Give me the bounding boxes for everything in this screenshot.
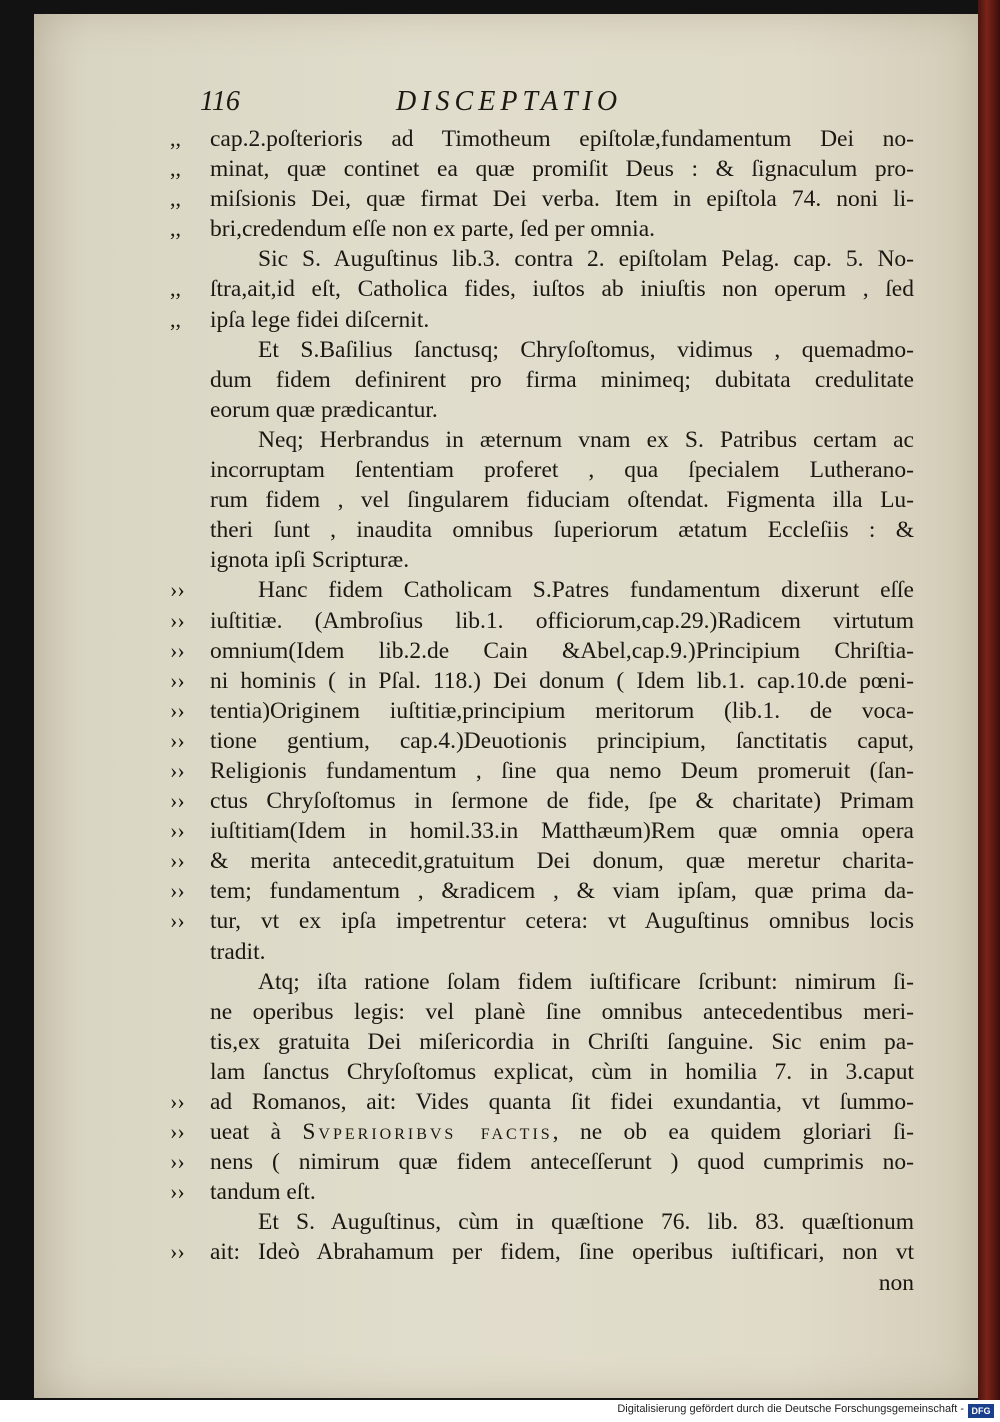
quotation-marker: ›› xyxy=(170,908,185,934)
page-header xyxy=(200,86,920,122)
quotation-marker: ›› xyxy=(170,577,185,603)
quotation-marker: ,, xyxy=(170,306,181,332)
text-line xyxy=(170,967,920,997)
text-line xyxy=(170,1207,920,1237)
line-text: & merita antecedit,gratuitum Dei donum, quæ meretur charita- xyxy=(210,848,914,875)
text-line xyxy=(170,305,920,335)
line-text: lam ſanctus Chryſoſtomus explicat, cùm in homilia 7. in 3.caput xyxy=(210,1058,914,1085)
quotation-marker: ›› xyxy=(170,607,185,633)
line-text: Sic S. Auguſtinus lib.3. contra 2. epiſtolam Pelag. cap. 5. No- xyxy=(258,246,914,273)
line-text: tione gentium, cap.4.)Deuotionis principium, ſanctitatis caput, xyxy=(210,727,914,754)
text-line xyxy=(170,575,920,605)
text-line xyxy=(170,335,920,365)
text-line xyxy=(170,846,920,876)
line-text: non xyxy=(878,1269,914,1296)
text-line xyxy=(170,756,920,786)
quotation-marker: ›› xyxy=(170,1089,185,1114)
line-text: tur, vt ex ipſa impetrentur cetera: vt Auguſtinus omnibus locis xyxy=(210,908,914,935)
line-text: iuſtitiæ. (Ambroſius lib.1. officiorum,cap.29.)Radicem virtutum xyxy=(210,607,914,634)
quotation-marker: ›› xyxy=(170,667,185,693)
text-line xyxy=(170,1268,920,1298)
line-text: tandum eſt. xyxy=(210,1179,316,1206)
text-line xyxy=(170,816,920,846)
line-text: cap.2.poſterioris ad Timotheum epiſtolæ,fundamentum Dei no- xyxy=(210,126,914,152)
running-title: DISCEPTATIO xyxy=(396,86,623,117)
text-line xyxy=(170,1027,920,1057)
page-number: 116 xyxy=(200,86,240,117)
line-text: omnium(Idem lib.2.de Cain &Abel,cap.9.)Principium Chriſtia- xyxy=(210,637,914,664)
line-text: Hanc fidem Catholicam S.Patres fundamentum dixerunt eſſe xyxy=(258,577,914,604)
small-caps-text: Svperioribvs factis xyxy=(302,1119,553,1146)
text-line xyxy=(170,545,920,575)
quotation-marker: ›› xyxy=(170,1179,185,1205)
dfg-logo: DFG xyxy=(968,1404,994,1418)
quotation-marker: ,, xyxy=(170,156,181,182)
line-text: nens ( nimirum quæ fidem anteceſſerunt ) quod cumprimis no- xyxy=(210,1149,914,1176)
line-text: ad Romanos, ait: Vides quanta ſit fidei exundantia, vt ſummo- xyxy=(210,1089,914,1115)
text-line xyxy=(170,395,920,425)
text-line xyxy=(170,184,920,214)
line-text: Neq; Herbrandus in æternum vnam ex S. Patribus certam ac xyxy=(258,426,914,453)
line-text-part: , ne ob ea quidem gloriari ſi- xyxy=(552,1119,914,1146)
text-line xyxy=(170,1237,920,1267)
quotation-marker: ›› xyxy=(170,637,185,663)
text-line xyxy=(170,124,920,154)
line-text: theri ſunt , inaudita omnibus ſuperiorum ætatum Eccleſiis : & xyxy=(210,517,914,544)
line-text: dum fidem definirent pro firma minimeq; dubitata credulitate xyxy=(210,366,914,393)
line-text: Et S. Auguſtinus, cùm in quæſtione 76. lib. 83. quæſtionum xyxy=(258,1209,914,1236)
text-line xyxy=(170,485,920,515)
text-line xyxy=(170,1147,920,1177)
quotation-marker: ›› xyxy=(170,757,185,783)
line-text: ipſa lege fidei diſcernit. xyxy=(210,306,430,333)
text-line xyxy=(170,214,920,244)
quotation-marker: ›› xyxy=(170,1149,185,1175)
line-text: ctus Chryſoſtomus in ſermone de fide, ſpe & charitate) Primam xyxy=(210,788,914,815)
line-text xyxy=(210,1117,914,1147)
quotation-marker: ›› xyxy=(170,1119,185,1145)
text-line xyxy=(170,1117,920,1147)
text-line xyxy=(170,876,920,906)
text-line xyxy=(170,1087,920,1117)
line-text-part: ueat à xyxy=(210,1119,303,1146)
line-text: tradit. xyxy=(210,938,266,965)
text-line xyxy=(170,455,920,485)
text-line xyxy=(170,636,920,666)
text-line xyxy=(170,365,920,395)
text-line xyxy=(170,274,920,304)
book-edge xyxy=(978,0,1000,1400)
footer-bar xyxy=(0,1400,1000,1422)
quotation-marker: ,, xyxy=(170,216,181,242)
quotation-marker: ›› xyxy=(170,848,185,874)
text-line xyxy=(170,997,920,1027)
line-text: miſsionis Dei, quæ firmat Dei verba. Item in epiſtola 74. noni li- xyxy=(210,186,914,213)
body-text xyxy=(170,124,920,1298)
line-text: iuſtitiam(Idem in homil.33.in Matthæum)Rem quæ omnia opera xyxy=(210,818,914,845)
line-text: incorruptam ſententiam proferet , qua ſpecialem Lutherano- xyxy=(210,457,914,484)
line-text: ne operibus legis: vel planè ſine omnibus antecedentibus meri- xyxy=(210,998,914,1025)
line-text: tem; fundamentum , &radicem , & viam ipſam, quæ prima da- xyxy=(210,878,914,905)
quotation-marker: ,, xyxy=(170,126,181,151)
text-line xyxy=(170,154,920,184)
text-line xyxy=(170,425,920,455)
line-text: ignota ipſi Scripturæ. xyxy=(210,547,410,574)
quotation-marker: ›› xyxy=(170,878,185,904)
text-line xyxy=(170,515,920,545)
quotation-marker: ›› xyxy=(170,1239,185,1265)
text-line xyxy=(170,1057,920,1087)
quotation-marker: ›› xyxy=(170,788,185,814)
line-text: Atq; iſta ratione ſolam fidem iuſtificare ſcribunt: nimirum ſi- xyxy=(258,968,914,995)
line-text: tentia)Originem iuſtitiæ,principium meritorum (lib.1. de voca- xyxy=(210,697,914,724)
line-text: bri,credendum eſſe non ex parte, ſed per omnia. xyxy=(210,216,656,243)
line-text: rum fidem , vel ſingularem fiduciam oſtendat. Figmenta illa Lu- xyxy=(210,487,914,514)
line-text: Et S.Baſilius ſanctusq; Chryſoſtomus, vidimus , quemadmo- xyxy=(258,336,914,363)
text-line xyxy=(170,937,920,967)
line-text: minat, quæ continet ea quæ promiſit Deus : & ſignaculum pro- xyxy=(210,156,914,183)
line-text: eorum quæ prædicantur. xyxy=(210,396,438,423)
line-text: ni hominis ( in Pſal. 118.) Dei donum ( Idem lib.1. cap.10.de pœni- xyxy=(210,667,914,694)
text-line xyxy=(170,1177,920,1207)
line-text: ait: Ideò Abrahamum per fidem, ſine operibus iuſtificari, non vt xyxy=(210,1239,914,1266)
quotation-marker: ›› xyxy=(170,727,185,753)
quotation-marker: ›› xyxy=(170,697,185,723)
line-text: tis,ex gratuita Dei miſericordia in Chriſti ſanguine. Sic enim pa- xyxy=(210,1028,914,1055)
line-text: Religionis fundamentum , ſine qua nemo Deum promeruit (ſan- xyxy=(210,757,914,784)
line-text: ſtra,ait,id eſt, Catholica fides, iuſtos ab iniuſtis non operum , ſed xyxy=(210,276,914,303)
quotation-marker: ,, xyxy=(170,186,181,212)
text-line xyxy=(170,726,920,756)
funding-notice: Digitalisierung gefördert durch die Deutsche Forschungsgemeinschaft - xyxy=(617,1403,964,1415)
quotation-marker: ,, xyxy=(170,276,181,302)
text-line xyxy=(170,696,920,726)
text-line xyxy=(170,606,920,636)
text-line xyxy=(170,786,920,816)
text-line xyxy=(170,244,920,274)
text-line xyxy=(170,906,920,936)
text-line xyxy=(170,666,920,696)
quotation-marker: ›› xyxy=(170,818,185,844)
